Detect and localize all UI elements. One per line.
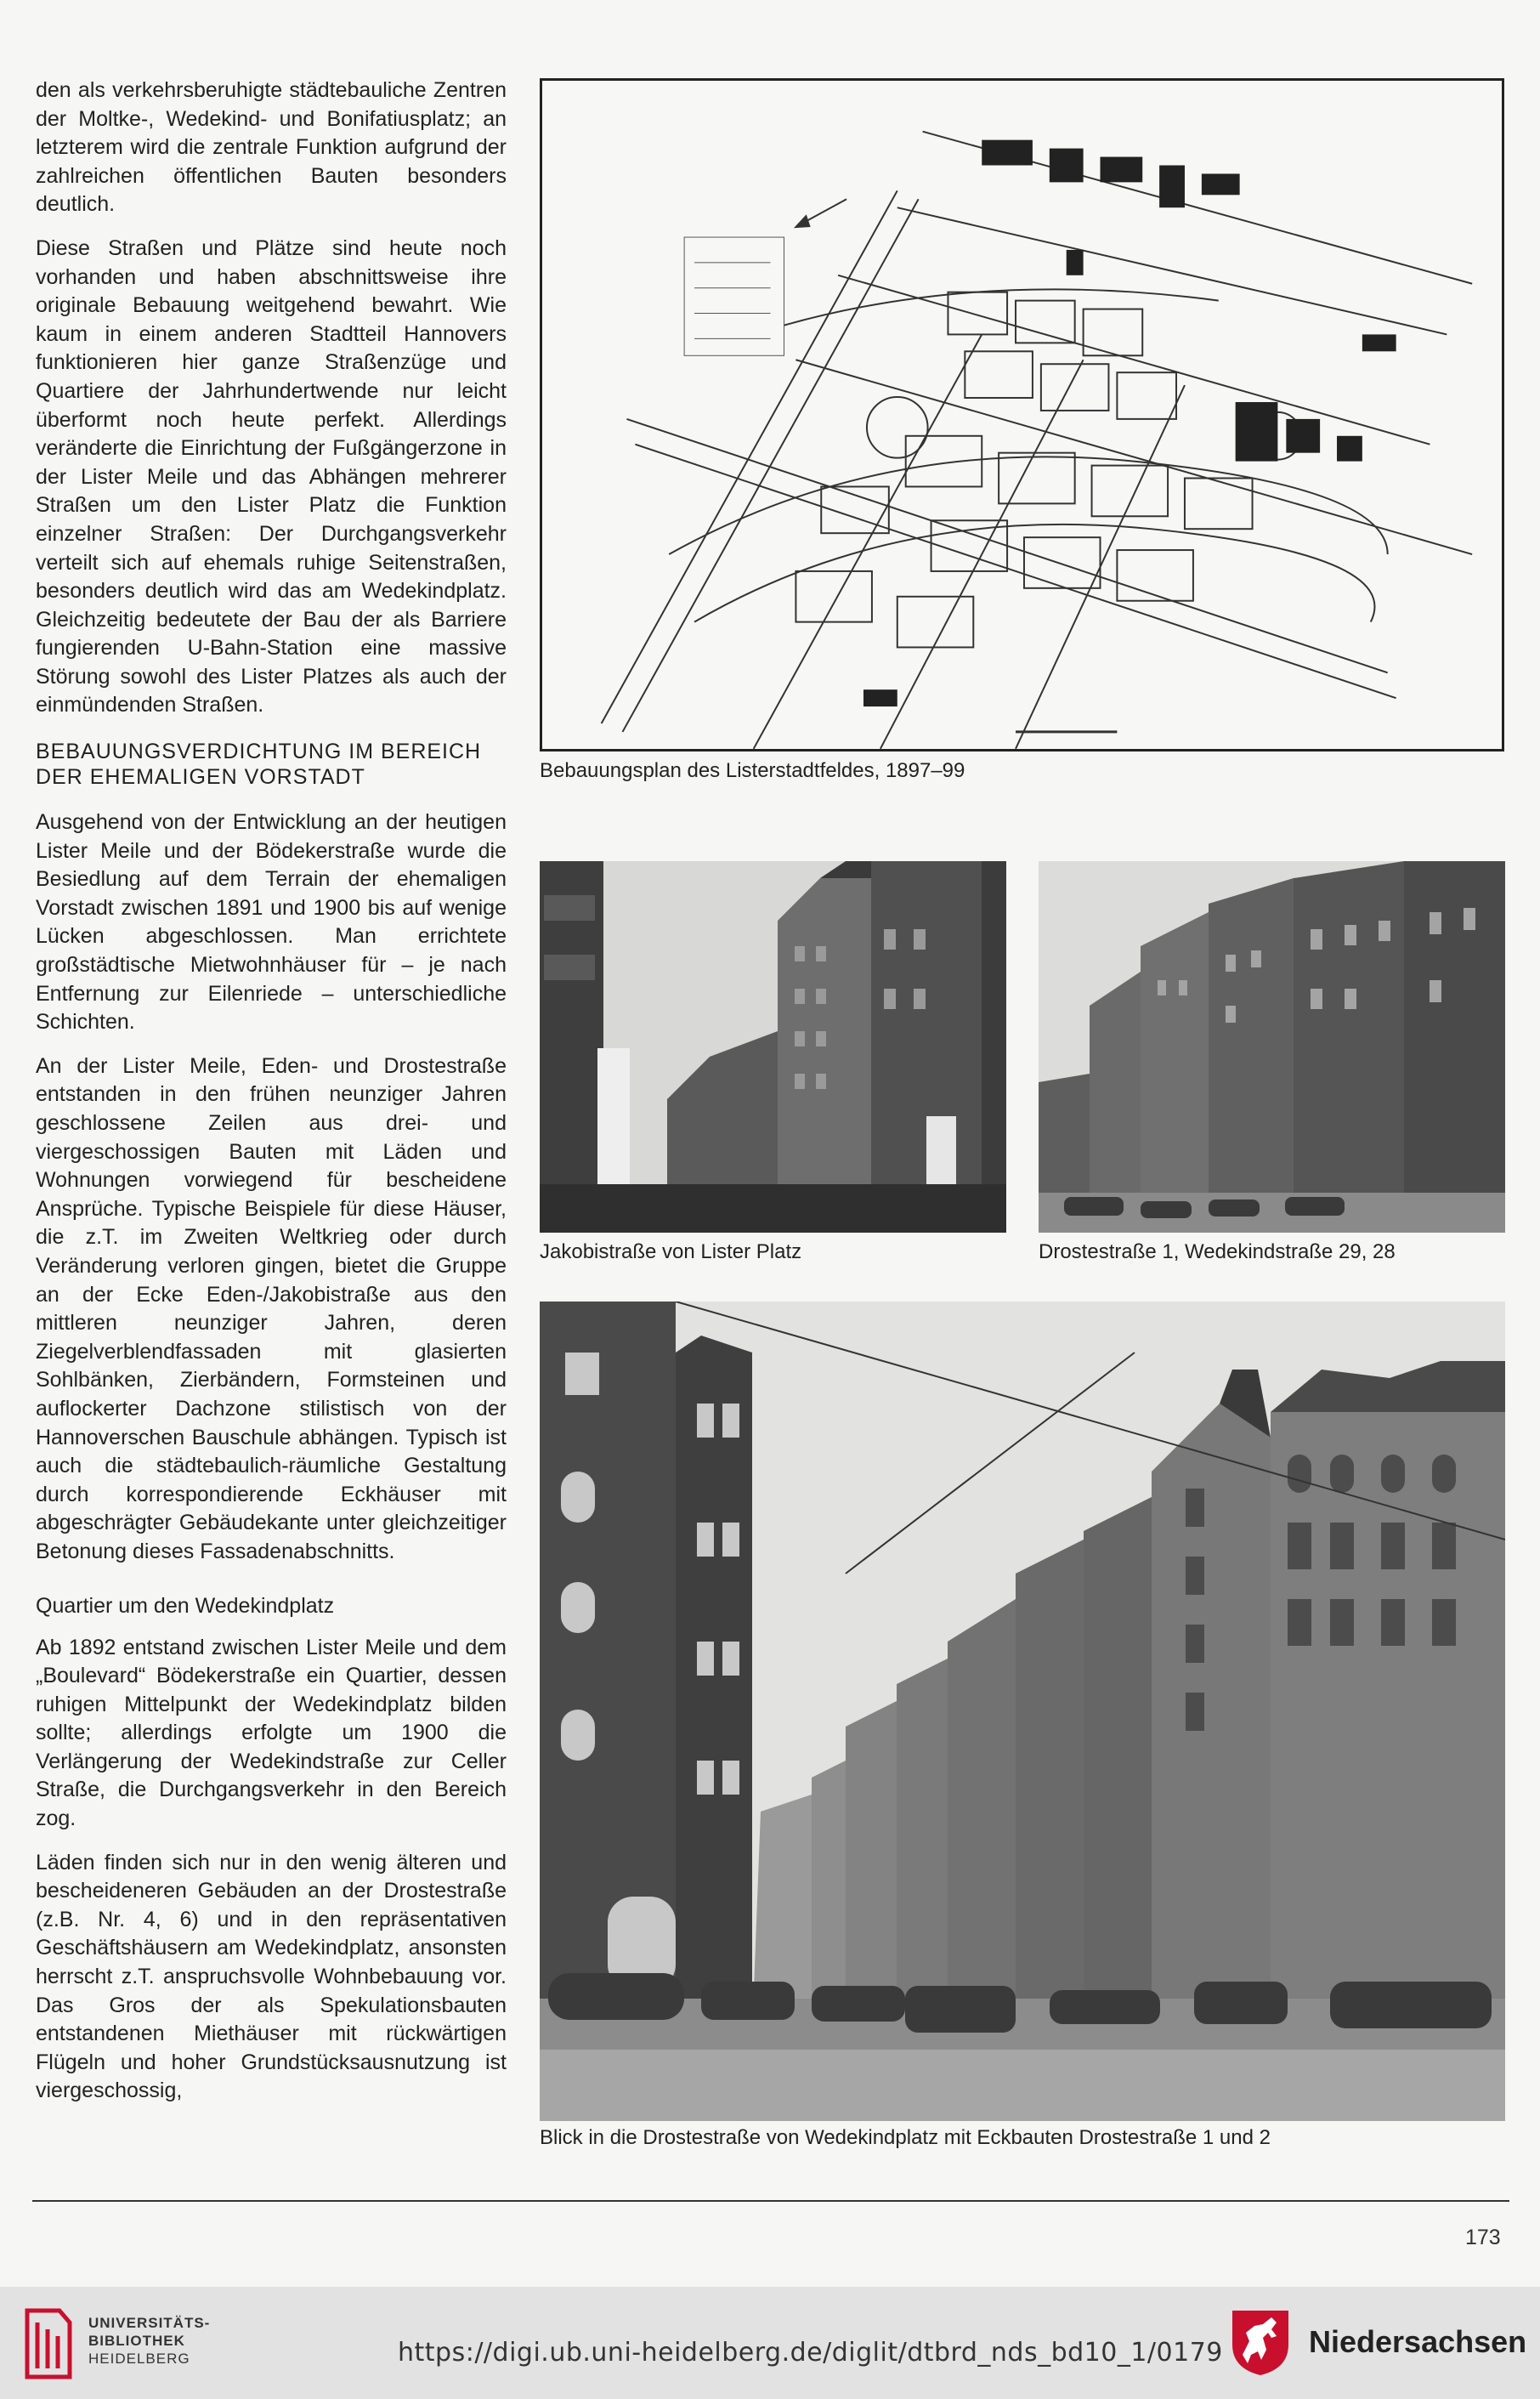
paragraph-1: den als verkehrsberuhigte städtebauliche Zentren der Moltke-, Wedekind- und Bonifatiusplatz; an letzterem wird die zentrale Funktion aufgrund der zahlreichen öffentlichen Bauten besonders deutlich.	[36, 78, 507, 217]
viewer-footer	[0, 2287, 1540, 2399]
photo1-caption: Jakobistraße von Lister Platz	[540, 1240, 802, 1263]
paragraph-2: Diese Straßen und Plätze sind heute noch vorhanden und haben abschnittsweise ihre originale Bebauung weitgehend bewahrt. Wie kaum in einem anderen Stadtteil Hannovers funktionieren hier ganze Straßenzüge und Quartiere der Jahrhundertwende nur leicht überformt noch heute perfekt. Allerdings veränderte die Einrichtung der Fußgängerzone in der Lister Meile und das Abhängen mehrerer Straßen um den Lister Platz die Funktion einzelner Straßen: Der Durchgangsverkehr verteilt sich auf ehemals ruhige Seitenstraßen, besonders deutlich wird das am Wedekindplatz. Gleichzeitig bedeutete der Bau der als Barriere fungierenden U-Bahn-Station eine massive Störung sowohl des Lister Platzes als auch der einmündenden Straßen.	[36, 235, 507, 717]
photo2-caption: Drostestraße 1, Wedekindstraße 29, 28	[1039, 1240, 1396, 1263]
photo-jakobistrasse	[540, 861, 1006, 1233]
library-name-line3: HEIDELBERG	[88, 2351, 190, 2367]
library-name-line1: UNIVERSITÄTS-	[88, 2315, 211, 2331]
photo3-caption: Blick in die Drostestraße von Wedekindplatz mit Eckbauten Drostestraße 1 und 2	[540, 2126, 1271, 2149]
paragraph-3: Ausgehend von der Entwicklung an der heutigen Lister Meile und der Bödekerstraße wurde die Besiedlung auf dem Terrain der ehemaligen Vorstadt zwischen 1891 und 1900 bis auf wenige Lücken abgeschlossen. Man errichtete großstädtische Mietwohnhäuser für – je nach Entfernung zur Eilenriede – unterschiedliche Schichten.	[36, 810, 507, 1035]
state-name[interactable]: Niedersachsen	[1309, 2324, 1527, 2359]
map-legend	[684, 237, 784, 355]
text-column	[36, 77, 507, 2121]
subsection-heading: Quartier um den Wedekindplatz	[36, 1593, 335, 1618]
map-drawing	[542, 81, 1502, 751]
paragraph-6: Läden finden sich nur in den wenig älteren und bescheideneren Gebäuden an der Drostestraße (z.B. Nr. 4, 6) und in den repräsentativen Geschäftshäusern am Wedekindplatz, ansonsten herrscht z.T. anspruchsvolle Wohnbebauung vor. Das Gros der als Spekulationsbauten entstandenen Miethäuser mit rückwärtigen Flügeln und hoher Grundstücksausnutzung ist viergeschossig,	[36, 1850, 507, 2103]
section-heading: BEBAUUNGSVERDICHTUNG IM BEREICH DER EHEMALIGEN VORSTADT	[36, 740, 482, 790]
north-arrow-icon	[795, 199, 846, 227]
paragraph-5: Ab 1892 entstand zwischen Lister Meile und dem „Boulevard“ Bödekerstraße ein Quartier, dessen ruhigen Mittelpunkt der Wedekindplatz bilden sollte; allerdings erfolgte um 1900 die Verlängerung der Wedekindstraße zur Celler Straße, die Durchgangsverkehr in den Bereich zog.	[36, 1635, 507, 1831]
photo-drostestrasse-wedekindstrasse	[1039, 861, 1505, 1233]
footer-rule	[32, 2200, 1509, 2202]
map-caption: Bebauungsplan des Listerstadtfeldes, 1897–99	[540, 759, 965, 782]
permalink-url[interactable]: https://digi.ub.uni-heidelberg.de/diglit/dtbrd_nds_bd10_1/0179	[398, 2338, 1223, 2368]
library-name[interactable]	[88, 2314, 210, 2368]
development-plan-map	[540, 78, 1504, 751]
ub-heidelberg-logo-icon[interactable]	[19, 2305, 73, 2382]
photo-drostestrasse-view	[540, 1302, 1505, 2121]
page-number: 173	[1465, 2226, 1501, 2249]
library-name-line2: BIBLIOTHEK	[88, 2333, 185, 2349]
niedersachsen-horse-icon[interactable]	[1229, 2307, 1292, 2377]
paragraph-4: An der Lister Meile, Eden- und Drostestraße entstanden in den frühen neunziger Jahren geschlossene Zeilen aus drei- und viergeschossigen Bauten mit Läden und Wohnungen vorwiegend für bescheidene Ansprüche. Typische Beispiele für diese Häuser, die z.T. im Zweiten Weltkrieg oder durch Veränderung verloren gingen, bietet die Gruppe an der Ecke Eden-/Jakobistraße aus den mittleren neunziger Jahren, deren Ziegelverblendfassaden mit glasierten Sohlbänken, Zierbändern, Formsteinen und auflockerter Dachzone stilistisch von der Hannoverschen Bauschule abhängen. Typisch ist auch die städtebaulich-räumliche Gestaltung durch korrespondierende Eckhäuser mit abgeschrägter Gebäudekante unter gleichzeitiger Betonung dieses Fassadenabschnitts.	[36, 1053, 507, 1563]
